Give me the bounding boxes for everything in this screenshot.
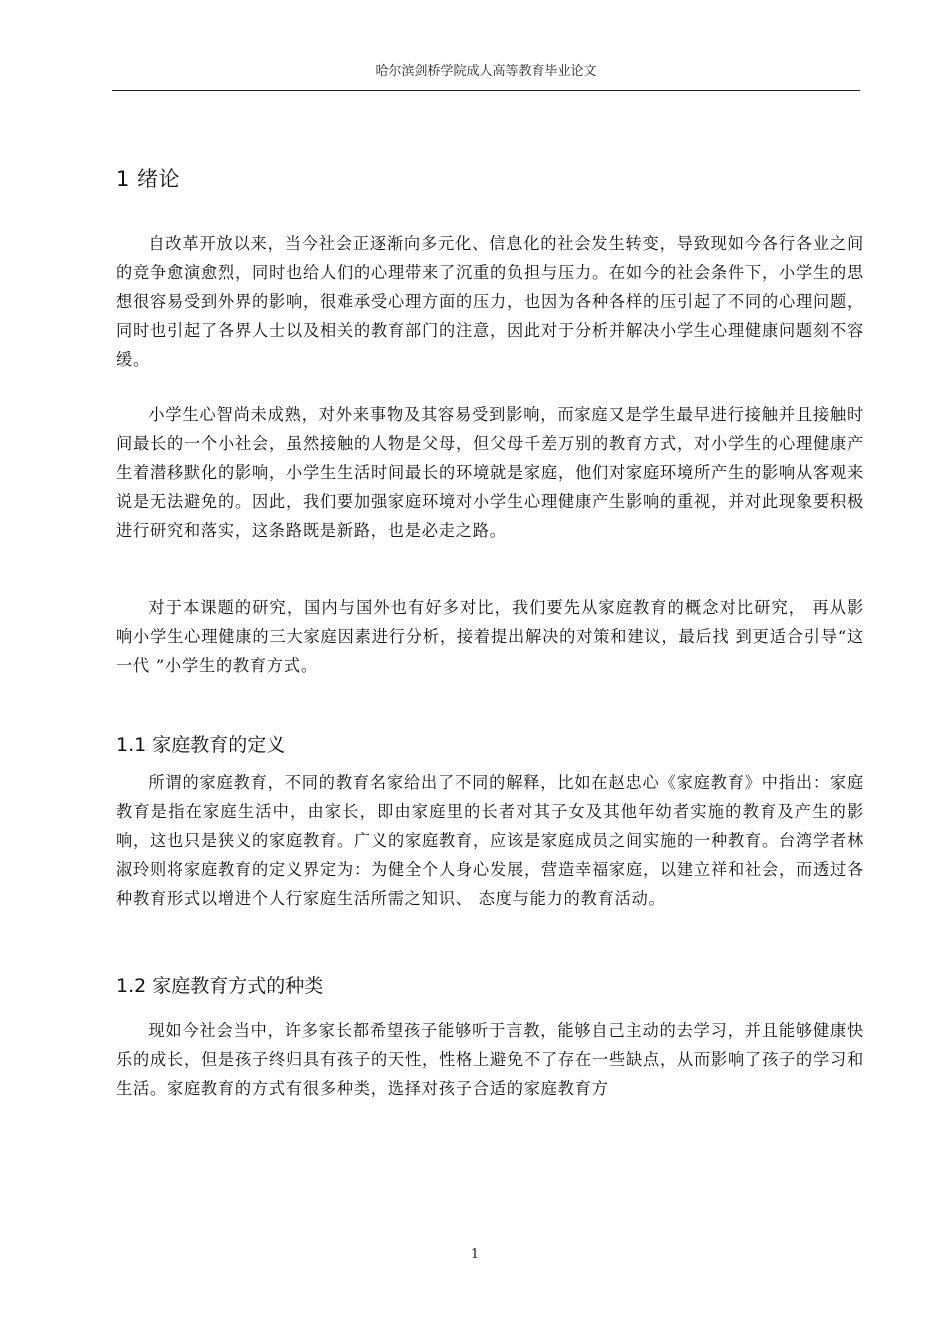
section-heading-definition: 1.1 家庭教育的定义 bbox=[116, 734, 286, 756]
intro-paragraph-2: 小学生心智尚未成熟，对外来事物及其容易受到影响，而家庭又是学生最早进行接触并且接触时间最长的一个小社会，虽然接触的人物是父母，但父母千差万别的教育方式，对小学生的心理健康产生着潜移默化的影响，小学生生活时间最长的环境就是家庭，他们对家庭环境所产生的影响从客观来说是无法避免的。因此，我们要加强家庭环境对小学生心理健康产生影响的重视，并对此现象要积极进行研究和落实，这条路既是新路，也是必走之路。 bbox=[116, 405, 864, 540]
types-paragraph: 现如今社会当中，许多家长都希望孩子能够听于言教，能够自己主动的去学习，并且能够健康快乐的成长，但是孩子终归具有孩子的天性，性格上避免不了存在一些缺点，从而影响了孩子的学习和生活。家庭教育的方式有很多种类，选择对孩子合适的家庭教育方 bbox=[116, 1021, 864, 1098]
section-heading-introduction: 1 绪论 bbox=[116, 167, 181, 191]
header-title: 哈尔滨剑桥学院成人高等教育毕业论文 bbox=[375, 64, 597, 79]
page-number: 1 bbox=[470, 1247, 480, 1262]
intro-paragraph-3: 对于本课题的研究，国内与国外也有好多对比，我们要先从家庭教育的概念对比研究， 再从影响小学生心理健康的三大家庭因素进行分析，接着提出解决的对策和建议，最后找 到更适合引导“这一代 ”小学生的教育方式。 bbox=[116, 598, 864, 675]
intro-paragraph-1: 自改革开放以来，当今社会正逐渐向多元化、信息化的社会发生转变，导致现如今各行各业之间的竞争愈演愈烈，同时也给人们的心理带来了沉重的负担与压力。在如今的社会条件下，小学生的思想很容易受到外界的影响，很难承受心理方面的压力，也因为各种各样的压引起了不同的心理问题，同时也引起了各界人士以及相关的教育部门的注意，因此对于分析并解决小学生心理健康问题刻不容缓。 bbox=[116, 234, 864, 369]
section-heading-types: 1.2 家庭教育方式的种类 bbox=[116, 975, 324, 997]
definition-paragraph: 所谓的家庭教育，不同的教育名家给出了不同的解释，比如在赵忠心《家庭教育》中指出：家庭教育是指在家庭生活中，由家长，即由家庭里的长者对其子女及其他年幼者实施的教育及产生的影响，这也只是狭义的家庭教育。广义的家庭教育，应该是家庭成员之间实施的一种教育。台湾学者林淑玲则将家庭教育的定义界定为：为健全个人身心发展，营造幸福家庭，以建立祥和社会，而透过各种教育形式以增进个人行家庭生活所需之知识、 态度与能力的教育活动。 bbox=[116, 773, 864, 908]
page-header bbox=[112, 62, 860, 91]
